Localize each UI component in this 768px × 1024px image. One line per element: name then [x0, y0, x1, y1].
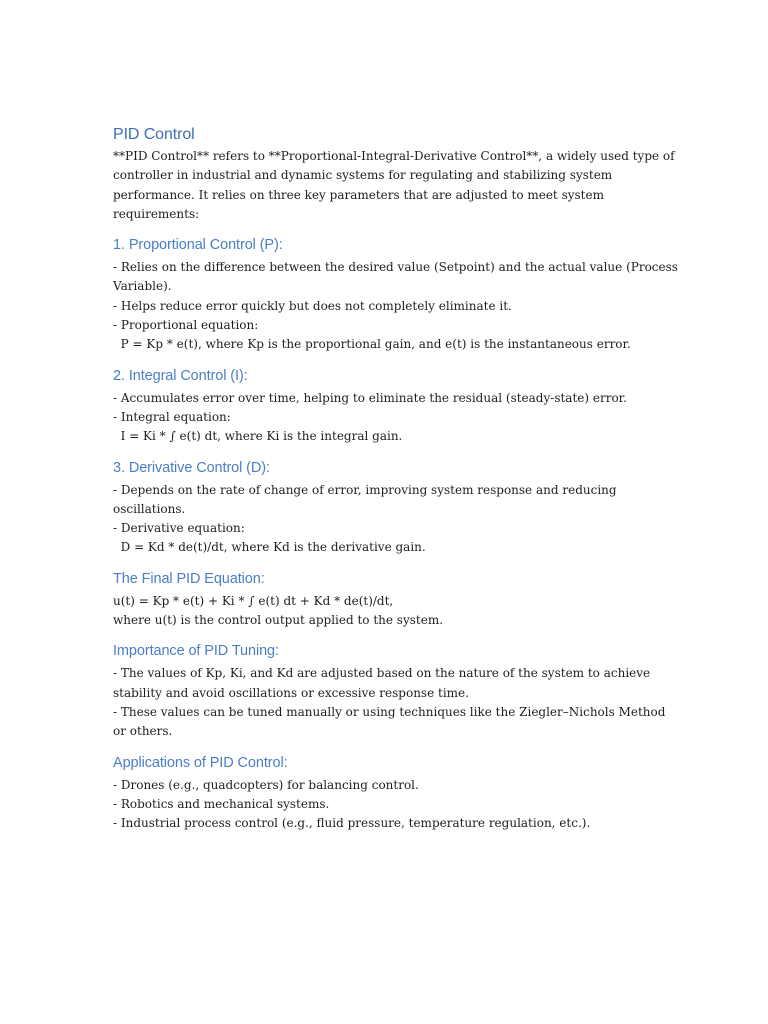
section-line: oscillations. — [113, 501, 186, 516]
section-applications — [113, 754, 673, 834]
equation-line: u(t) = Kp * e(t) + Ki * ∫ e(t) dt + Kd * de(t)/dt, — [113, 593, 394, 608]
section-final-equation — [113, 570, 673, 631]
section-integral — [113, 367, 673, 447]
intro-paragraph — [113, 147, 673, 224]
section-line: - These values can be tuned manually or using techniques like the Ziegler–Nichols Method — [113, 704, 666, 719]
section-heading: 3. Derivative Control (D): — [113, 459, 270, 476]
intro-line: **PID Control** refers to **Proportional-Integral-Derivative Control**, a widely used type of — [113, 149, 675, 163]
section-line: Variable). — [113, 279, 172, 294]
section-line: - Derivative equation: — [113, 521, 245, 536]
equation-line: D = Kd * de(t)/dt, where Kd is the derivative gain. — [113, 540, 426, 555]
document-content — [113, 125, 678, 833]
section-heading: The Final PID Equation: — [113, 570, 265, 587]
section-line: - The values of Kp, Ki, and Kd are adjusted based on the nature of the system to achieve — [113, 666, 651, 681]
section-line: - Accumulates error over time, helping to eliminate the residual (steady-state) error. — [113, 390, 627, 405]
section-line: or others. — [113, 724, 173, 739]
section-tuning — [113, 642, 673, 741]
section-line: - Helps reduce error quickly but does not completely eliminate it. — [113, 298, 512, 313]
section-line: - Depends on the rate of change of error, improving system response and reducing — [113, 482, 617, 497]
document-title: PID Control — [113, 126, 195, 143]
equation-line: I = Ki * ∫ e(t) dt, where Ki is the integral gain. — [113, 429, 403, 444]
section-heading: Applications of PID Control: — [113, 754, 288, 771]
section-heading: Importance of PID Tuning: — [113, 643, 279, 660]
section-line: - Integral equation: — [113, 409, 231, 424]
intro-line: requirements: — [113, 206, 200, 221]
section-line: where u(t) is the control output applied to the system. — [113, 613, 444, 628]
section-line: - Proportional equation: — [113, 318, 259, 333]
section-heading: 2. Integral Control (I): — [113, 367, 248, 384]
section-line: stability and avoid oscillations or excessive response time. — [113, 685, 469, 700]
section-line: - Robotics and mechanical systems. — [113, 796, 330, 811]
section-derivative — [113, 459, 673, 558]
intro-line: performance. It relies on three key parameters that are adjusted to meet system — [113, 187, 604, 202]
section-heading: 1. Proportional Control (P): — [113, 237, 283, 254]
section-line: - Drones (e.g., quadcopters) for balancing control. — [113, 777, 419, 792]
equation-line: P = Kp * e(t), where Kp is the proportional gain, and e(t) is the instantaneous error. — [113, 337, 631, 352]
intro-line: controller in industrial and dynamic systems for regulating and stabilizing system — [113, 168, 613, 183]
section-line: - Industrial process control (e.g., fluid pressure, temperature regulation, etc.). — [113, 816, 591, 831]
section-line: - Relies on the difference between the desired value (Setpoint) and the actual value (Process — [113, 260, 678, 275]
section-proportional — [113, 236, 678, 354]
